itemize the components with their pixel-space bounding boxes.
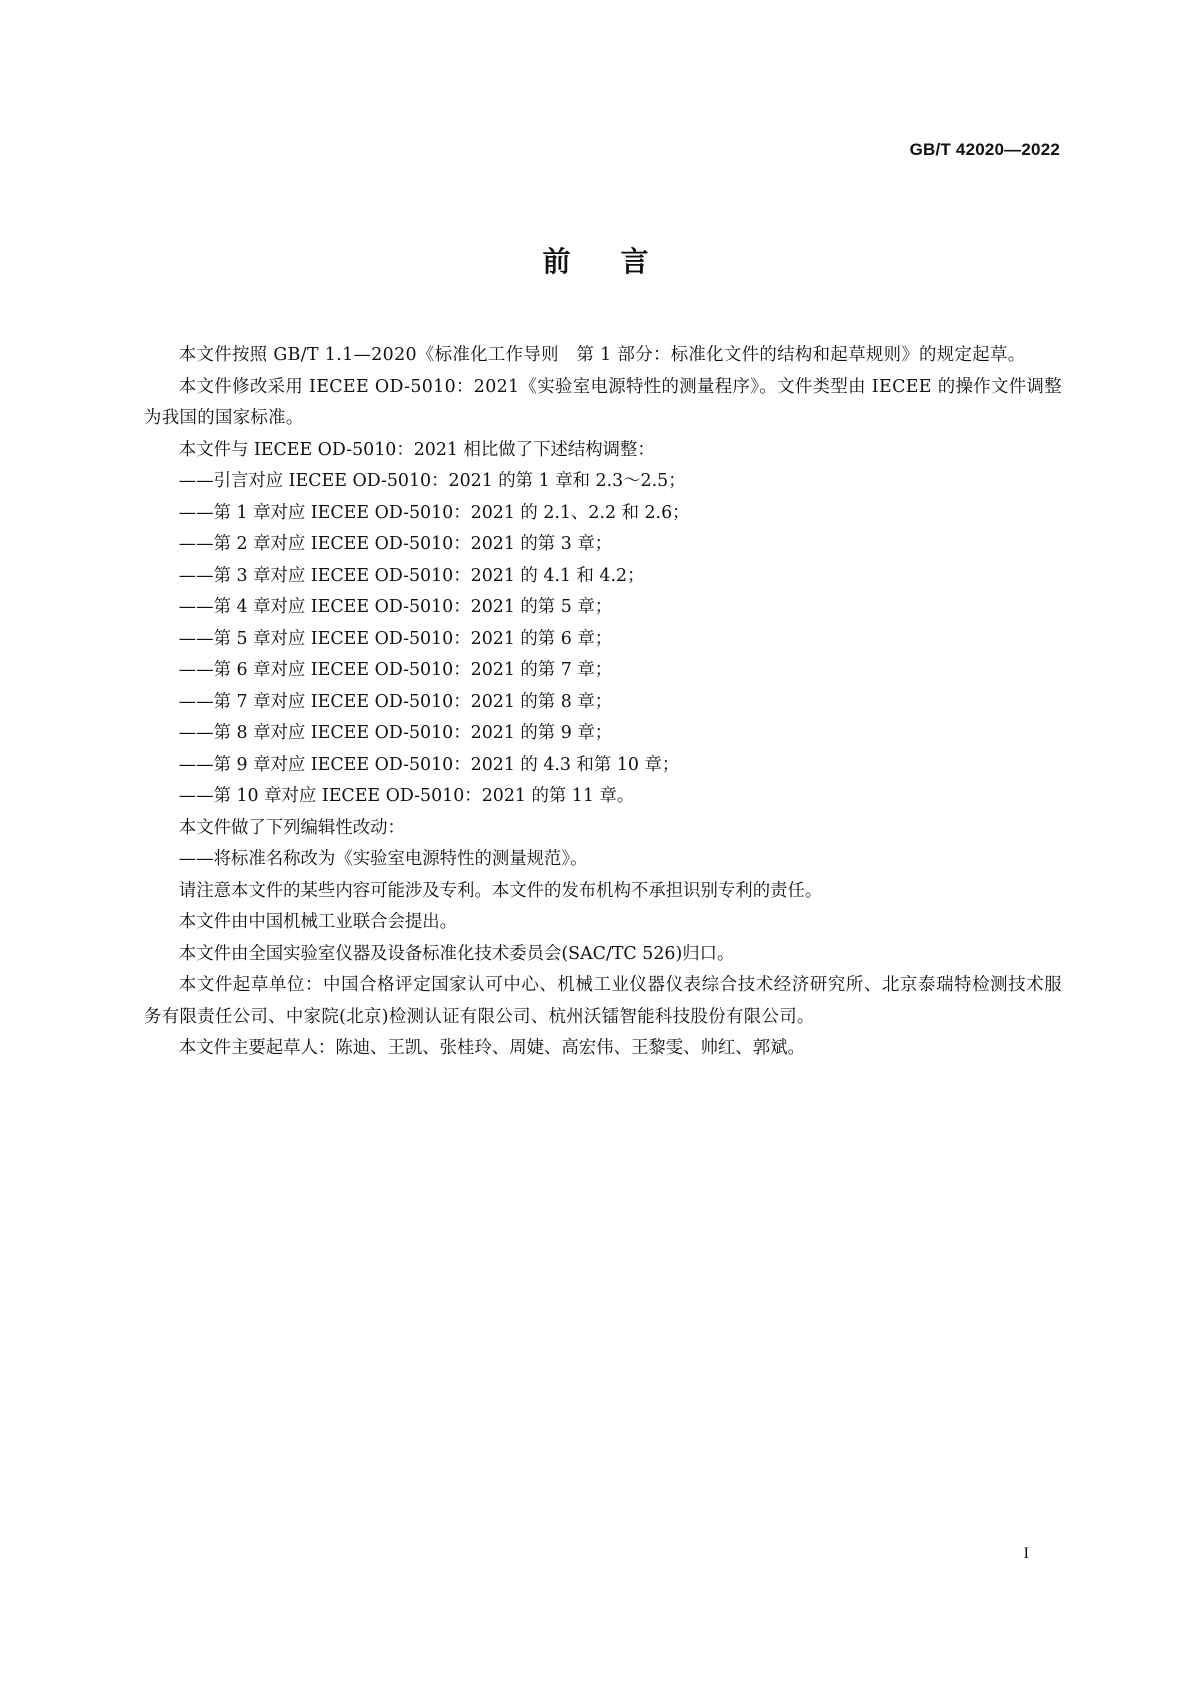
list-item: ——第 4 章对应 IECEE OD-5010：2021 的第 5 章； [178, 597, 613, 617]
standard-number: GB/T 42020—2022 [909, 140, 1060, 159]
list-item: ——将标准名称改为《实验室电源特性的测量规范》。 [178, 849, 588, 869]
list-item: ——第 7 章对应 IECEE OD-5010：2021 的第 8 章； [178, 691, 613, 712]
page-number: I [1023, 1545, 1029, 1562]
paragraph-drafting-units: 本文件起草单位：中国合格评定国家认可中心、机械工业仪器仪表综合技术经济研究所、北京泰瑞特检测技术服务有限责任公司、中家院(北京)检测认证有限公司、杭州沃镭智能科技股份有限公司。 [144, 975, 1062, 1027]
paragraph-committee: 本文件由全国实验室仪器及设备标准化技术委员会(SAC/TC 526)归口。 [178, 943, 735, 964]
list-item: ——第 9 章对应 IECEE OD-5010：2021 的 4.3 和第 10 章； [178, 754, 680, 775]
list-item: ——第 8 章对应 IECEE OD-5010：2021 的第 9 章； [178, 723, 613, 743]
list-item: ——第 1 章对应 IECEE OD-5010：2021 的 2.1、2.2 和 2.6； [178, 502, 690, 523]
list-item: ——第 10 章对应 IECEE OD-5010：2021 的第 11 章。 [178, 786, 635, 806]
paragraph-structure-intro: 本文件与 IECEE OD-5010：2021 相比做了下述结构调整： [178, 439, 655, 460]
paragraph-drafters: 本文件主要起草人：陈迪、王凯、张桂玲、周婕、高宏伟、王黎雯、帅红、郭斌。 [178, 1038, 805, 1058]
list-item: ——第 5 章对应 IECEE OD-5010：2021 的第 6 章； [178, 628, 613, 649]
paragraph-patent-notice: 请注意本文件的某些内容可能涉及专利。本文件的发布机构不承担识别专利的责任。 [178, 880, 823, 901]
paragraph-adoption: 本文件修改采用 IECEE OD-5010：2021《实验室电源特性的测量程序》。文件类型由 IECEE 的操作文件调整为我国的国家标准。 [144, 376, 1062, 428]
page-title: 前言 [542, 245, 699, 278]
paragraph-editorial-intro: 本文件做了下列编辑性改动： [178, 817, 405, 838]
paragraph-proposer: 本文件由中国机械工业联合会提出。 [178, 912, 458, 932]
list-item: ——第 6 章对应 IECEE OD-5010：2021 的第 7 章； [178, 660, 613, 680]
list-item: ——第 3 章对应 IECEE OD-5010：2021 的 4.1 和 4.2； [178, 565, 645, 586]
list-item: ——引言对应 IECEE OD-5010：2021 的第 1 章和 2.3～2.5； [178, 471, 686, 491]
paragraph-drafting-rules: 本文件按照 GB/T 1.1—2020《标准化工作导则 第 1 部分：标准化文件的结构和起草规则》的规定起草。 [178, 345, 1026, 365]
foreword-body [144, 340, 1062, 1065]
list-item: ——第 2 章对应 IECEE OD-5010：2021 的第 3 章； [178, 534, 613, 554]
